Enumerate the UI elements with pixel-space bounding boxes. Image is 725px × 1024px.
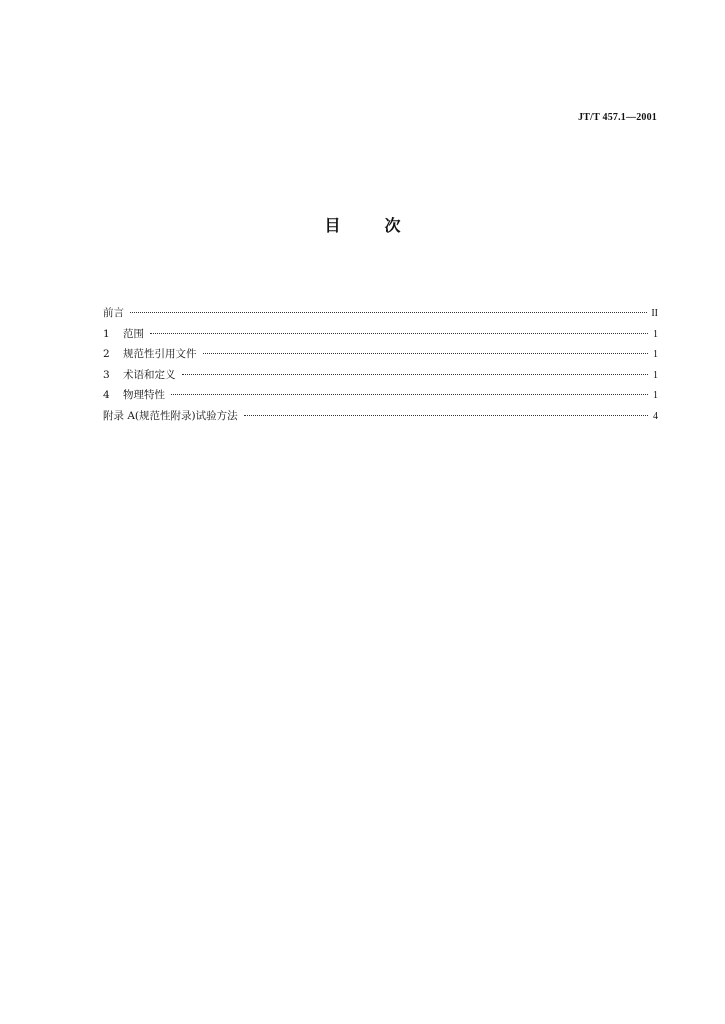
leader-dots <box>244 405 648 416</box>
toc-page-number: II <box>651 308 658 319</box>
toc-entry-number: 1 <box>103 327 110 340</box>
toc-page-number: 1 <box>653 369 658 381</box>
toc-entry-foreword[interactable] <box>103 303 658 324</box>
toc-entry-terms-definitions[interactable] <box>103 365 658 386</box>
toc-page-number: 1 <box>653 328 658 340</box>
toc-entry-physical-properties[interactable] <box>103 385 658 406</box>
toc-entry-number: 2 <box>103 348 110 360</box>
toc-entry-scope[interactable] <box>103 324 658 345</box>
standard-code: JT/T 457.1—2001 <box>578 112 657 123</box>
leader-dots <box>182 364 649 375</box>
toc-entry-number: 4 <box>103 389 110 401</box>
leader-dots <box>130 302 647 313</box>
toc-page-number: 1 <box>653 390 658 401</box>
page-title: 目次 <box>324 216 445 235</box>
toc-entry-label: 规范性引用文件 <box>123 348 197 360</box>
toc-page-number: 4 <box>653 410 658 422</box>
leader-dots <box>150 323 648 334</box>
toc-page-number: 1 <box>653 349 658 360</box>
toc-entry-normative-references[interactable] <box>103 344 658 365</box>
toc-entry-appendix-a[interactable] <box>103 406 658 427</box>
toc-entry-label: 附录 A(规范性附录)试验方法 <box>103 409 238 422</box>
table-of-contents <box>103 303 658 426</box>
toc-entry-label: 前言 <box>103 307 124 319</box>
leader-dots <box>171 384 648 395</box>
leader-dots <box>203 343 649 354</box>
toc-entry-label: 范围 <box>123 327 144 340</box>
toc-entry-label: 术语和定义 <box>123 368 176 381</box>
toc-entry-number: 3 <box>103 368 110 381</box>
toc-entry-label: 物理特性 <box>123 389 165 401</box>
